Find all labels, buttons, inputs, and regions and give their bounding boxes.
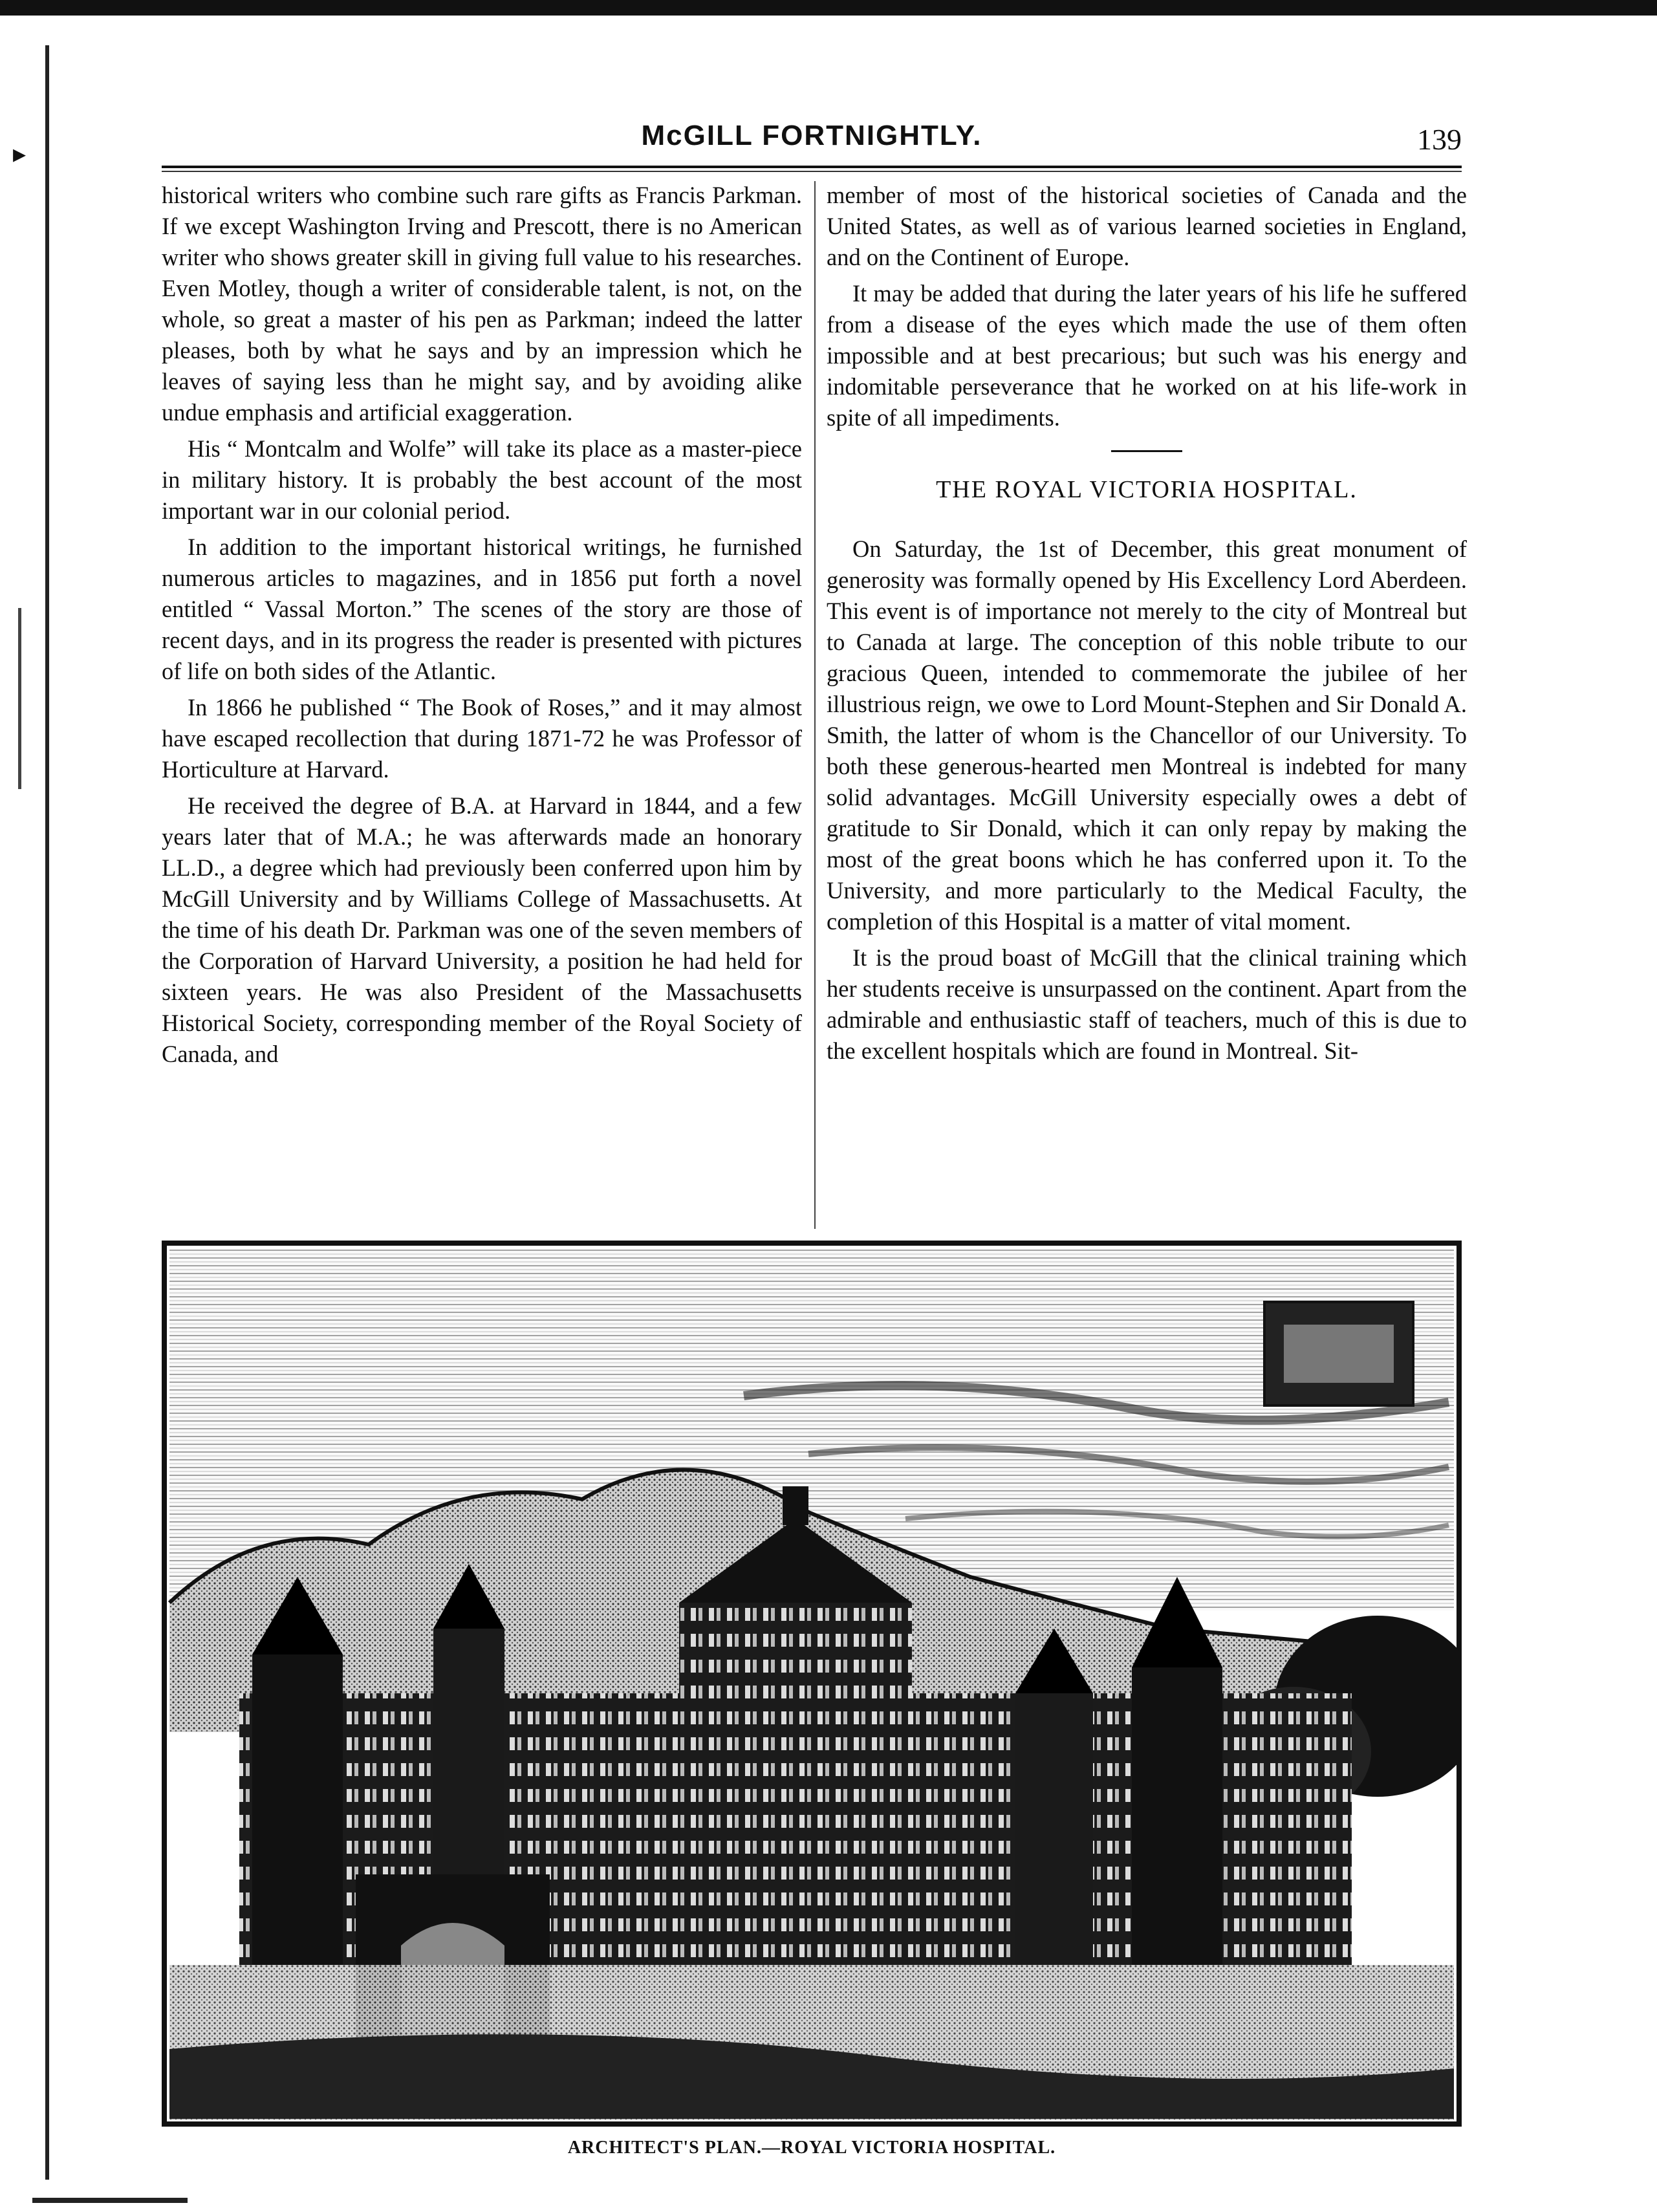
paragraph: On Saturday, the 1st of December, this great monument of generosity was formally opened by His Excellency Lord Aberdeen. This event is of importance not merely to the city of Montreal but to Canada at large. The conception of this noble tribute to our gracious Queen, intended to commemorate the jubilee of her illustrious reign, we owe to Lord Mount-Stephen and Sir Donald A. Smith, the latter of whom is the Chancellor of our University. To both these generous-hearted men Montreal is indebted for many solid advantages. McGill University especially owes a debt of gratitude to Sir Donald, which it can only repay by making the most of the great boons which he has conferred upon it. To the University, and more particularly to the Medical Faculty, the completion of this Hospital is a matter of vital moment. <box>827 536 1467 935</box>
running-title: McGILL FORTNIGHTLY. <box>641 120 982 151</box>
paragraph: It may be added that during the later years of his life he suffered from a disease of the eyes which made the use of them often impossible and at best precarious; but such was his energy and indomitable perseverance that he worked on at his life-work in spite of all impediments. <box>827 280 1467 431</box>
section-heading: THE ROYAL VICTORIA HOSPITAL. <box>936 476 1358 503</box>
page-number: 139 <box>1417 123 1462 156</box>
left-scan-mark <box>18 608 21 789</box>
paragraph: In addition to the important historical writings, he furnished numerous articles to magazines, and in 1856 put forth a novel entitled “ Vassal Morton.” The scenes of the story are those of recent days, and in its progress the reader is presented with pictures of life on both sides of the Atlantic. <box>162 534 802 684</box>
paragraph: In 1866 he published “ The Book of Roses,” and it may almost have escaped recollection that during 1871-72 he was Professor of Horticulture at Harvard. <box>162 694 802 783</box>
paragraph: member of most of the historical societies of Canada and the United States, as well as of various learned societies in England, and on the Continent of Europe. <box>827 182 1467 270</box>
left-column <box>162 180 802 1075</box>
section-separator <box>1111 450 1182 452</box>
left-scan-edge <box>45 45 49 2180</box>
header-rule <box>162 166 1462 168</box>
hospital-illustration <box>162 1241 1462 2127</box>
paragraph: He received the degree of B.A. at Harvard in 1844, and a few years later that of M.A.; he was afterwards made an honorary LL.D., a degree which had previously been conferred upon him by McGill University and by Williams College of Massachusetts. At the time of his death Dr. Parkman was one of the seven members of the Corporation of Harvard University, a position he had held for sixteen years. He was also President of the Massachusetts Historical Society, corresponding member of the Royal Society of Canada, and <box>162 792 802 1067</box>
engraving-image <box>162 1241 1462 2127</box>
margin-arrow-icon: ▸ <box>13 139 27 169</box>
page-header <box>162 120 1462 158</box>
paragraph: His “ Montcalm and Wolfe” will take its place as a master-piece in military history. It is probably the best account of the most important war in our colonial period. <box>162 435 802 524</box>
header-rule-thin <box>162 171 1462 172</box>
paragraph: It is the proud boast of McGill that the clinical training which her students receive is unsurpassed on the continent. Apart from the admirable and enthusiastic staff of teachers, much of this is due to the excellent hospitals which are found in Montreal. Sit- <box>827 944 1467 1064</box>
column-divider <box>814 181 816 1229</box>
figure-caption: ARCHITECT'S PLAN.—ROYAL VICTORIA HOSPITAL. <box>567 2138 1056 2158</box>
paragraph: historical writers who combine such rare gifts as Francis Parkman. If we except Washington Irving and Prescott, there is no American writer who shows greater skill in giving full value to his researches. Even Motley, though a writer of considerable talent, is not, on the whole, so great a master of his pen as Parkman; indeed the latter pleases, both by what he says and by an impression which he leaves of saying less than he might say, and by avoiding alike undue emphasis and artificial exaggeration. <box>162 182 802 426</box>
top-scan-edge <box>0 0 1657 16</box>
bottom-scan-rule <box>32 2198 188 2203</box>
right-column <box>827 180 1467 1072</box>
